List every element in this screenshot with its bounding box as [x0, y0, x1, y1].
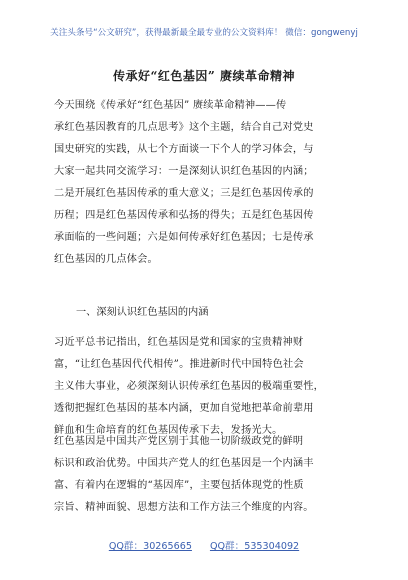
paragraph-line: 标识和政治优势。中国共产党人的红色基因是一个内涵丰	[54, 458, 314, 469]
footer-qq-group-1[interactable]: QQ群：30265665	[108, 541, 192, 552]
paragraph-line: 宗旨、精神面貌、思想方法和工作方法三个维度的内容。	[54, 502, 314, 513]
body-paragraph-2	[54, 332, 358, 442]
paragraph-line: 承红色基因教育的几点思考》这个主题，结合自己对党史	[54, 122, 314, 133]
paragraph-line: 习近平总书记指出，红色基因是党和国家的宝贵精神财	[54, 337, 304, 348]
section-heading: 一、深刻认识红色基因的内涵	[76, 307, 209, 318]
body-paragraph-3	[54, 431, 358, 519]
document-title: 传承好“红色基因” 赓续革命精神	[113, 69, 295, 83]
paragraph-line: 富、有着内在逻辑的“基因库”，主要包括体现党的性质	[54, 480, 304, 491]
paragraph-line: 历程；四是红色基因传承和弘扬的得失；五是红色基因传	[54, 210, 314, 221]
paragraph-line: 透彻把握红色基因的基本内涵，更加自觉地把革命前辈用	[54, 403, 314, 414]
paragraph-line: 承面临的一些问题；六是如何传承好红色基因；七是传承	[54, 232, 314, 243]
paragraph-line: 大家一起共同交流学习：一是深刻认识红色基因的内涵；	[54, 166, 314, 177]
paragraph-line: 红色基因是中国共产党区别于其他一切阶级政党的鲜明	[54, 436, 304, 447]
intro-paragraph	[54, 95, 358, 271]
footer-contacts	[0, 538, 408, 552]
paragraph-line: 今天围绕《传承好“红色基因” 赓续革命精神——传	[54, 100, 287, 111]
paragraph-line: 国史研究的实践，从七个方面谈一下个人的学习体会，与	[54, 144, 314, 155]
paragraph-line: 富，“让红色基因代代相传”。推进新时代中国特色社会	[54, 359, 304, 370]
header-promo-note: 关注头条号“公文研究”，获得最新最全最专业的公文资料库！ 微信：gongwenyj	[50, 28, 358, 38]
footer-qq-group-2[interactable]: QQ群：535304092	[209, 541, 300, 552]
paragraph-line: 鲜血和生命培育的红色基因传承下去，发扬光大。	[54, 425, 283, 436]
paragraph-line: 红色基因的几点体会。	[54, 254, 158, 265]
paragraph-line: 主义伟大事业，必须深刻认识传承红色基因的极端重要性，	[54, 381, 325, 392]
paragraph-line: 二是开展红色基因传承的重大意义；三是红色基因传承的	[54, 188, 314, 199]
